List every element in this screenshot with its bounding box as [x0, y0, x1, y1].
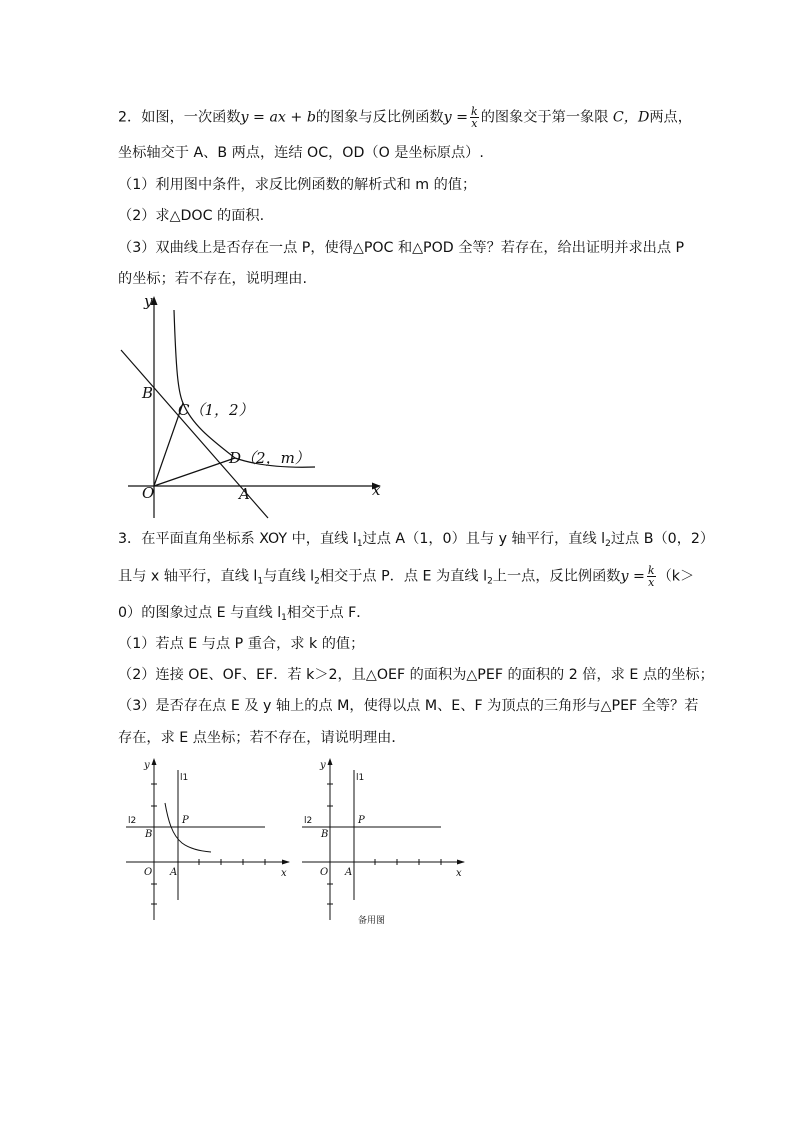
label-o: O: [142, 484, 155, 502]
label-p: P: [358, 815, 365, 826]
label-l1: l1: [180, 773, 189, 783]
hyperbola-curve: [174, 310, 315, 467]
p3-question-1: （1）若点 E 与点 P 重合，求 k 的值；: [118, 636, 365, 652]
label-y: y: [144, 292, 153, 310]
label-o: O: [144, 867, 153, 878]
label-y: y: [320, 760, 326, 771]
label-b: B: [321, 829, 329, 840]
label-l1: l1: [356, 773, 365, 783]
p3-question-3a: （3）是否存在点 E 及 y 轴上的点 M，使得以点 M、E、F 为顶点的三角形与△PEF 全等？若: [118, 698, 699, 714]
p3-line2: 且与 x 轴平行，直线 $l_1$与直线 $l_2$相交于点 P．点 E 为直线 $l_2$上一点，反比例函数y = $\frac{k}{x}$ （k＞: [118, 564, 695, 589]
x-axis-arrow: [282, 860, 290, 865]
fraction: $\frac{k}{x}$: [471, 105, 478, 130]
label-a: A: [239, 485, 250, 503]
figure-1-graph: [110, 290, 400, 525]
x-axis-arrow: [457, 860, 465, 865]
label-l2: l2: [304, 816, 313, 826]
p2-question-2: （2）求△DOC 的面积.: [118, 208, 265, 224]
label-c: C（1，2）: [178, 401, 254, 419]
y-axis-arrow: [152, 758, 157, 765]
label-l2: l2: [128, 816, 137, 826]
p3-question-2: （2）连接 OE、OF、EF．若 k＞2，且△OEF 的面积为△PEF 的面积的 2 倍，求 E 点的坐标；: [118, 667, 714, 683]
y-axis-arrow: [328, 758, 333, 765]
figure-3-graph: [296, 756, 472, 928]
label-y: y: [144, 760, 150, 771]
label-d: D（2，m）: [229, 449, 310, 467]
label-x: x: [456, 868, 462, 879]
segment-od: [154, 458, 235, 486]
label-x: x: [281, 868, 287, 879]
label-b: B: [142, 384, 154, 402]
label-a: A: [170, 867, 178, 878]
p2-question-3b: 的坐标；若不存在，说明理由.: [118, 271, 307, 287]
label-b: B: [145, 829, 153, 840]
figure-2-graph: [120, 756, 300, 926]
label-p: P: [182, 815, 189, 826]
label-a: A: [345, 867, 353, 878]
p2-line2: 坐标轴交于 A、B 两点，连结 OC，OD（O 是坐标原点）.: [118, 145, 484, 161]
fraction: $\frac{k}{x}$: [647, 564, 655, 589]
p3-line3: 0）的图象过点 E 与直线 $l_1$相交于点 F．: [118, 605, 371, 623]
figure-caption: 备用图: [358, 916, 386, 926]
p3-question-3b: 存在，求 E 点坐标；若不存在，请说明理由．: [118, 730, 406, 746]
p3-line1: 3．在平面直角坐标系 XOY 中，直线 $l_1$过点 A（1，0）且与 y 轴平行，直线 $l_2$过点 B（0，2）: [118, 531, 715, 549]
p2-question-3a: （3）双曲线上是否存在一点 P，使得△POC 和△POD 全等？若存在，给出证明并求出点 P: [118, 240, 685, 256]
label-x: x: [372, 481, 381, 499]
p2-question-1: （1）利用图中条件，求反比例函数的解析式和 m 的值；: [118, 177, 477, 193]
label-o: O: [320, 867, 329, 878]
p2-line1: 2．如图，一次函数y = ax + b的图象与反比例函数y = $\frac{k}{x}$ 的图象交于第一象限 C，D两点，: [118, 105, 692, 130]
